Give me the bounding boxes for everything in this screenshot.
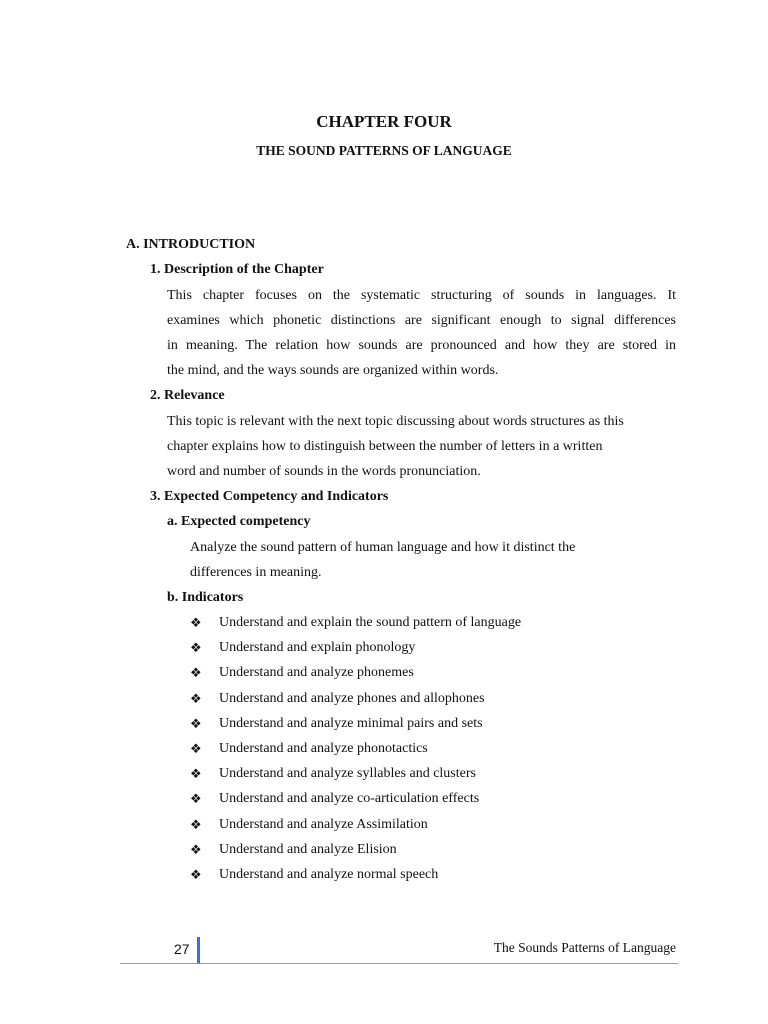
- list-item: [190, 761, 521, 786]
- list-item-text: Understand and analyze phones and allophones: [219, 690, 485, 706]
- page-number: 27: [174, 941, 190, 957]
- item2-line: word and number of sounds in the words pronunciation.: [167, 464, 481, 479]
- list-item: [190, 635, 521, 660]
- sub-a-line: differences in meaning.: [190, 565, 322, 580]
- diamond-bullet-icon: ❖: [190, 690, 202, 706]
- diamond-bullet-icon: ❖: [190, 766, 202, 782]
- list-item-text: Understand and analyze minimal pairs and sets: [219, 715, 483, 731]
- item1-paragraph: [167, 283, 676, 383]
- diamond-bullet-icon: ❖: [190, 816, 202, 832]
- list-item: [190, 610, 521, 635]
- chapter-subtitle: THE SOUND PATTERNS OF LANGUAGE: [256, 143, 512, 158]
- list-item: [190, 686, 521, 711]
- item1-line: in meaning. The relation how sounds are pronounced and how they are stored in: [167, 338, 676, 353]
- footer-accent-bar: [197, 937, 200, 964]
- diamond-bullet-icon: ❖: [190, 791, 202, 807]
- sub-a-line: Analyze the sound pattern of human language and how it distinct the: [190, 540, 576, 555]
- list-item: [190, 711, 521, 736]
- item1-line: the mind, and the ways sounds are organized within words.: [167, 363, 499, 378]
- sub-a-heading: a. Expected competency: [167, 514, 311, 529]
- list-item-text: Understand and explain phonology: [219, 640, 416, 656]
- list-item: [190, 660, 521, 685]
- item3-heading: 3. Expected Competency and Indicators: [150, 489, 389, 504]
- list-item-text: Understand and analyze phonemes: [219, 665, 414, 681]
- list-item-text: Understand and analyze co-articulation effects: [219, 791, 480, 807]
- list-item-text: Understand and analyze Elision: [219, 841, 397, 857]
- item1-line: This chapter focuses on the systematic structuring of sounds in languages. It: [167, 288, 676, 303]
- list-item-text: Understand and analyze Assimilation: [219, 816, 428, 832]
- item2-line: This topic is relevant with the next topic discussing about words structures as this: [167, 414, 624, 429]
- diamond-bullet-icon: ❖: [190, 615, 202, 630]
- list-item: [190, 736, 521, 761]
- list-item: [190, 812, 521, 837]
- running-title: The Sounds Patterns of Language: [493, 940, 676, 955]
- item2-line: chapter explains how to distinguish between the number of letters in a written: [167, 439, 603, 454]
- list-item: [190, 786, 521, 811]
- item1-line: examines which phonetic distinctions are significant enough to signal differences: [167, 313, 676, 328]
- list-item-text: Understand and analyze normal speech: [219, 866, 439, 882]
- list-item: [190, 837, 521, 862]
- list-item-text: Understand and explain the sound pattern of language: [219, 615, 522, 630]
- list-item-text: Understand and analyze syllables and clusters: [219, 766, 476, 782]
- list-item-text: Understand and analyze phonotactics: [219, 740, 428, 756]
- diamond-bullet-icon: ❖: [190, 640, 202, 656]
- diamond-bullet-icon: ❖: [190, 665, 202, 681]
- diamond-bullet-icon: ❖: [190, 866, 202, 882]
- item1-heading: 1. Description of the Chapter: [150, 262, 324, 277]
- sub-a-paragraph: [190, 535, 670, 585]
- item2-heading: 2. Relevance: [150, 388, 225, 403]
- footer-divider: [120, 963, 678, 964]
- diamond-bullet-icon: ❖: [190, 715, 202, 731]
- sub-b-heading: b. Indicators: [167, 590, 244, 605]
- list-item: [190, 862, 521, 887]
- item2-paragraph: [167, 409, 687, 484]
- section-a-heading: A. INTRODUCTION: [126, 237, 256, 252]
- indicator-list: [190, 610, 521, 887]
- diamond-bullet-icon: ❖: [190, 740, 202, 756]
- diamond-bullet-icon: ❖: [190, 841, 202, 857]
- chapter-title: CHAPTER FOUR: [316, 112, 452, 131]
